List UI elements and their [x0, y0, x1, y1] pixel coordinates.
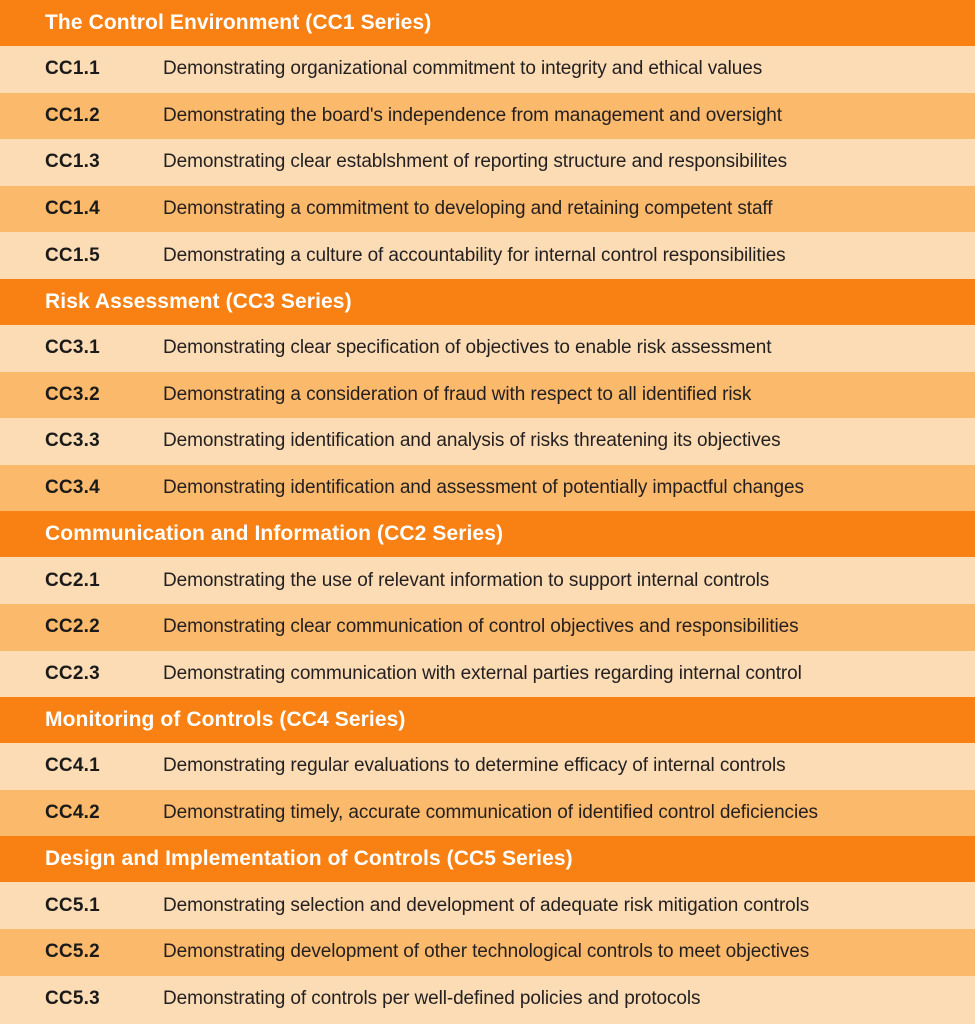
criterion-code: CC2.1 — [45, 569, 100, 591]
criterion-description: Demonstrating clear establshment of reporting structure and responsibilites — [163, 151, 788, 173]
criterion-description: Demonstrating the board's independence from management and oversight — [163, 104, 782, 126]
criterion-description: Demonstrating the use of relevant information to support internal controls — [163, 569, 770, 591]
criterion-code: CC3.4 — [45, 477, 100, 499]
section-heading-label: Monitoring of Controls (CC4 Series) — [45, 708, 406, 732]
table-row[interactable] — [0, 976, 975, 1023]
criterion-code: CC2.2 — [45, 616, 100, 638]
criterion-description: Demonstrating communication with external parties regarding internal control — [163, 662, 802, 684]
criterion-code: CC3.3 — [45, 430, 100, 452]
table-row[interactable] — [0, 325, 975, 372]
criterion-description: Demonstrating regular evaluations to determine efficacy of internal controls — [163, 755, 786, 777]
criterion-description: Demonstrating a commitment to developing and retaining competent staff — [163, 198, 773, 220]
section-heading-label: Design and Implementation of Controls (CC5 Series) — [45, 847, 573, 871]
table-row[interactable] — [0, 465, 975, 512]
criterion-code: CC1.1 — [45, 58, 100, 80]
criterion-code: CC3.1 — [45, 337, 100, 359]
section-heading-label: The Control Environment (CC1 Series) — [45, 11, 432, 34]
table-row[interactable] — [0, 604, 975, 651]
criterion-description: Demonstrating identification and assessment of potentially impactful changes — [163, 477, 804, 499]
section-header-cc4 — [0, 697, 975, 743]
table-row[interactable] — [0, 232, 975, 279]
table-row[interactable] — [0, 372, 975, 419]
table-row[interactable] — [0, 93, 975, 140]
table-row[interactable] — [0, 139, 975, 186]
table-row[interactable] — [0, 186, 975, 233]
table-row[interactable] — [0, 882, 975, 929]
criterion-description: Demonstrating development of other technological controls to meet objectives — [163, 941, 810, 963]
table-row[interactable] — [0, 929, 975, 976]
table-row[interactable] — [0, 743, 975, 790]
criterion-description: Demonstrating organizational commitment to integrity and ethical values — [163, 58, 763, 80]
criterion-description: Demonstrating timely, accurate communication of identified control deficiencies — [163, 802, 818, 824]
criterion-code: CC4.2 — [45, 802, 100, 824]
criterion-description: Demonstrating of controls per well-defined policies and protocols — [163, 987, 701, 1009]
criterion-description: Demonstrating a culture of accountability for internal control responsibilities — [163, 244, 786, 266]
criterion-code: CC2.3 — [45, 662, 100, 684]
section-header-cc2 — [0, 511, 975, 557]
criterion-code: CC5.2 — [45, 941, 100, 963]
table-row[interactable] — [0, 418, 975, 465]
section-header-cc1 — [0, 0, 975, 46]
section-header-cc5 — [0, 836, 975, 882]
criterion-code: CC4.1 — [45, 755, 100, 777]
criterion-code: CC1.3 — [45, 151, 100, 173]
criterion-description: Demonstrating a consideration of fraud with respect to all identified risk — [163, 383, 752, 405]
criterion-code: CC1.2 — [45, 104, 100, 126]
criterion-code: CC1.5 — [45, 244, 100, 266]
criterion-description: Demonstrating clear communication of control objectives and responsibilities — [163, 616, 799, 638]
table-row[interactable] — [0, 557, 975, 604]
table-row[interactable] — [0, 651, 975, 698]
criterion-code: CC5.3 — [45, 987, 100, 1009]
table-row[interactable] — [0, 46, 975, 93]
criterion-code: CC1.4 — [45, 198, 100, 220]
section-heading-label: Communication and Information (CC2 Series) — [45, 522, 504, 546]
section-heading-label: Risk Assessment (CC3 Series) — [45, 289, 352, 313]
table-row[interactable] — [0, 790, 975, 837]
section-header-cc3 — [0, 279, 975, 325]
criterion-code: CC3.2 — [45, 383, 100, 405]
criterion-description: Demonstrating identification and analysis of risks threatening its objectives — [163, 430, 781, 452]
criterion-description: Demonstrating selection and development of adequate risk mitigation controls — [163, 894, 810, 916]
criterion-description: Demonstrating clear specification of objectives to enable risk assessment — [163, 337, 772, 359]
criterion-code: CC5.1 — [45, 894, 100, 916]
